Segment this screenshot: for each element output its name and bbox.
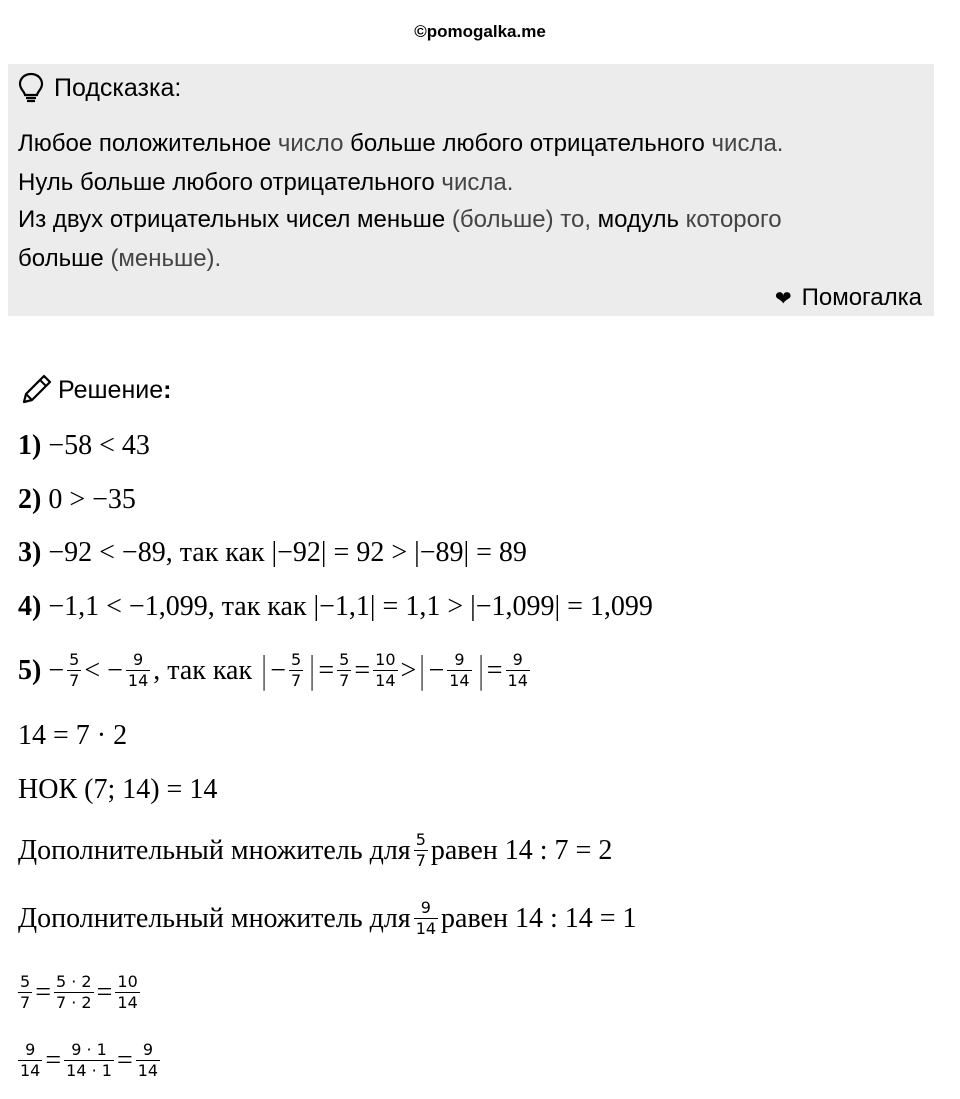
fraction-denominator: 14 [117,993,138,1012]
fraction [126,650,150,691]
fraction [506,650,530,691]
fraction-numerator: 9 [142,1040,154,1059]
fraction [414,830,428,871]
math-text: равен 14 : 7 = 2 [430,834,613,866]
math-text: = [96,976,113,1008]
fraction-denominator: 14 [375,671,396,690]
fraction-denominator: 7 [69,671,80,690]
fraction-denominator: 14 [20,1061,41,1080]
hint-title-text: Подсказка: [54,73,182,102]
fraction [289,650,303,691]
math-text: = [486,654,503,686]
fraction-numerator: 9 [132,650,144,669]
fraction-numerator: 9 [454,650,465,669]
signature-text: Помогалка [801,284,922,311]
hint-line-1 [18,130,783,158]
fraction-numerator: 10 [117,972,138,991]
hint-text: больше [18,245,104,272]
hint-title [18,72,181,104]
fraction [18,972,32,1013]
fraction [373,650,397,691]
item-text: −1,1 < −1,099, так как |−1,1| = 1,1 > |−1,099| = 1,099 [41,591,653,622]
math-text: = [116,1044,133,1076]
fraction-numerator: 9 [420,898,431,917]
math-text: = [35,976,51,1008]
math-text: Дополнительный множитель для [18,834,411,866]
fraction-denominator: 14 [137,1061,159,1080]
solution-title [18,372,171,408]
math-text: = [45,1044,62,1076]
fraction-denominator: 7 [415,851,426,870]
line-lcm [18,774,217,806]
pencil-icon [18,372,54,408]
fraction-numerator: 5 [339,650,350,669]
math-text: < − [84,654,123,686]
math-text: > [400,654,417,686]
solution-item-3 [18,537,527,569]
hint-line-3 [18,206,782,234]
fraction [337,650,351,691]
fraction-denominator: 14 [415,919,437,938]
abs-bar: | [477,650,485,691]
item-number: 3) [18,537,42,568]
abs-bar: | [260,650,268,691]
fraction-denominator: 7 [339,671,350,690]
math-text: , так как [153,654,253,686]
hint-text: числа. [704,130,784,157]
fraction-denominator: 7 · 2 [55,993,92,1012]
hint-text: (меньше). [103,245,222,272]
math-text: − [428,654,445,686]
line-calc-2 [15,1040,163,1081]
fraction-numerator: 5 [291,650,302,669]
watermark: ©pomogalka.me [414,22,546,41]
item-text: 0 > −35 [41,484,136,515]
fraction-numerator: 5 [69,650,80,669]
line-factorization [18,720,127,752]
math-text: − [270,654,287,686]
fraction-numerator: 10 [375,650,396,669]
hint-text: (больше) то, [445,206,598,233]
fraction-denominator: 14 [507,671,528,690]
fraction-numerator: 9 · 1 [71,1040,107,1059]
line-extra-factor-2 [18,898,637,939]
hint-line-2 [18,169,513,197]
math-text: Дополнительный множитель для [18,902,411,934]
hint-text: число [271,130,351,157]
heart-icon: ❤ [774,287,792,310]
abs-bar: | [308,650,316,691]
fraction [414,898,438,939]
fraction [115,972,139,1013]
fraction-numerator: 5 · 2 [55,972,92,991]
hint-text: больше любого отрицательного [350,130,705,157]
solution-item-5 [18,650,533,691]
fraction [18,1040,42,1081]
fraction-denominator: 14 [449,671,470,690]
math-text: НОК (7; 14) = 14 [18,774,218,805]
solution-item-2 [18,484,136,516]
fraction-denominator: 7 [20,993,31,1012]
item-number: 1) [18,430,42,461]
fraction-denominator: 7 [291,671,302,690]
item-text: −92 < −89, так как |−92| = 92 > |−89| = 89 [41,537,527,568]
hint-text: которого [678,206,782,233]
line-extra-factor-1 [18,830,612,871]
fraction-numerator: 9 [512,650,523,669]
hint-line-4 [18,245,221,273]
solution-title-colon: : [163,375,172,404]
solution-item-4 [18,591,653,623]
abs-bar: | [418,650,427,691]
item-number: 5) [18,654,42,686]
solution-title-text: Решение [58,375,164,404]
item-text: −58 < 43 [41,430,150,461]
fraction-numerator: 5 [415,830,426,849]
math-text: = [318,654,335,686]
hint-text: модуль [597,206,679,233]
fraction [64,1040,114,1081]
math-text: равен 14 : 14 = 1 [441,902,637,934]
fraction [136,1040,160,1081]
lightbulb-icon [18,72,44,104]
hint-text: числа. [434,169,514,196]
math-text: − [41,654,65,686]
solution-item-1 [18,430,150,462]
fraction-numerator: 5 [20,972,31,991]
item-number: 2) [18,484,42,515]
fraction-denominator: 14 [127,671,149,690]
hint-text: Нуль больше любого отрицательного [18,169,435,196]
math-text: = [354,654,371,686]
math-text: 14 = 7 · 2 [18,720,128,751]
fraction-denominator: 14 · 1 [66,1061,112,1080]
fraction [447,650,471,691]
hint-text: Любое положительное [18,130,272,157]
fraction-numerator: 9 [25,1040,36,1059]
fraction [67,650,81,691]
hint-signature [775,284,922,312]
line-calc-1 [15,972,143,1013]
hint-text: Из двух отрицательных чисел меньше [18,206,446,233]
item-number: 4) [18,591,42,622]
fraction [54,972,94,1013]
